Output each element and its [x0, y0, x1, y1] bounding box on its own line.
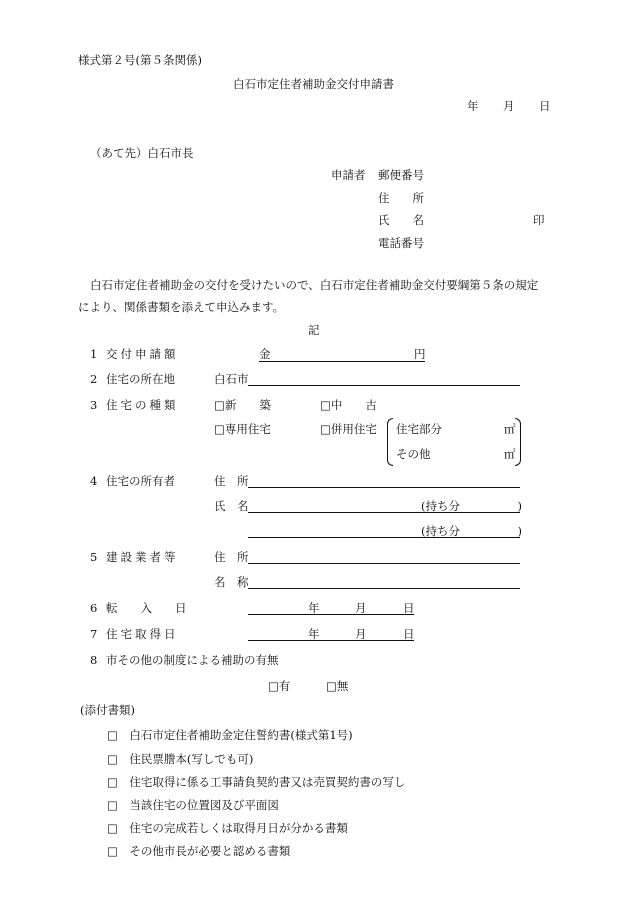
attachments-heading: (添付書類)	[80, 703, 135, 717]
attachment-item[interactable]: □ 住民票謄本(写しでも可)	[107, 752, 254, 766]
item8-no-checkbox[interactable]: □無	[326, 679, 349, 693]
attachment-item[interactable]: □ 住宅の完成若しくは取得月日が分かる書類	[107, 821, 348, 835]
item4-share2: (持ち分 )	[421, 524, 522, 538]
body-text-line2: により、関係書類を添えて申込みます。	[78, 300, 285, 314]
item3-number: 3	[90, 398, 98, 412]
item3-used-checkbox[interactable]: □中 古	[320, 398, 377, 412]
item5-label: 建設業者等	[106, 550, 179, 564]
item4-name-label: 氏 名	[214, 499, 249, 513]
item2-label: 住宅の所在地	[106, 372, 175, 386]
item4-label: 住宅の所有者	[106, 474, 175, 488]
item8-yes-checkbox[interactable]: □有	[268, 679, 291, 693]
item7-number: 7	[90, 627, 98, 641]
item4-number: 4	[90, 474, 98, 488]
attachment-item[interactable]: □ その他市長が必要と認める書類	[107, 844, 291, 858]
item3-new-checkbox[interactable]: □新 築	[214, 398, 271, 412]
item8-number: 8	[90, 653, 98, 667]
item2-prefix: 白石市	[214, 372, 249, 386]
item4-address-label: 住 所	[214, 474, 249, 488]
item6-date-field[interactable]	[248, 614, 414, 615]
item6-month: 月	[355, 601, 367, 615]
item1-prefix: 金	[259, 347, 271, 361]
phone-label: 電話番号	[378, 236, 424, 250]
date-year-label: 年	[467, 99, 479, 113]
page-title: 白石市定住者補助金交付申請書	[233, 77, 394, 91]
item1-suffix: 円	[414, 347, 426, 361]
item6-number: 6	[90, 601, 98, 615]
item2-number: 2	[90, 372, 98, 386]
item6-label: 転 入 日	[106, 601, 187, 615]
item3-label: 住宅の種類	[106, 398, 179, 412]
item6-day: 日	[403, 601, 415, 615]
item1-number: 1	[90, 347, 98, 361]
item8-label: 市その他の制度による補助の有無	[106, 653, 279, 667]
item5-address-label: 住 所	[214, 550, 249, 564]
item7-date-field[interactable]	[248, 640, 414, 641]
item4-address-field[interactable]	[248, 487, 520, 488]
item3-bracket-left	[387, 418, 393, 466]
item5-name-label: 名 称	[214, 575, 249, 589]
item3-housing-part-unit: ㎡	[504, 422, 516, 436]
body-text-line1: 白石市定住者補助金の交付を受けたいので、白石市定住者補助金交付要綱第５条の規定	[90, 278, 539, 292]
addressee: （あて先）白石市長	[90, 146, 194, 160]
item5-address-field[interactable]	[248, 563, 520, 564]
item3-dedicated-checkbox[interactable]: □専用住宅	[214, 422, 271, 436]
attachment-item[interactable]: □ 住宅取得に係る工事請負契約書又は売買契約書の写し	[107, 775, 406, 789]
ki-heading: 記	[308, 323, 320, 337]
item7-year: 年	[308, 627, 320, 641]
applicant-name-label: 氏 名	[378, 213, 424, 227]
postal-code-label: 郵便番号	[378, 168, 424, 182]
item4-share1: (持ち分 )	[421, 499, 522, 513]
attachment-item[interactable]: □ 当該住宅の位置図及び平面図	[107, 798, 279, 812]
item5-number: 5	[90, 550, 98, 564]
item3-other-part-unit: ㎡	[504, 447, 516, 461]
attachment-item[interactable]: □ 白石市定住者補助金定住誓約書(様式第1号)	[107, 728, 353, 742]
applicant-address-label: 住 所	[378, 191, 424, 205]
item5-name-field[interactable]	[248, 588, 520, 589]
item3-housing-part-label: 住宅部分	[396, 422, 442, 436]
seal-mark: 印	[533, 213, 545, 227]
item1-amount-field[interactable]	[259, 361, 425, 362]
item7-month: 月	[355, 627, 367, 641]
item1-label: 交付申請額	[106, 347, 179, 361]
item7-day: 日	[403, 627, 415, 641]
item3-other-part-label: その他	[396, 447, 431, 461]
item7-label: 住宅取得日	[106, 627, 179, 641]
date-month-label: 月	[503, 99, 515, 113]
form-number: 様式第２号(第５条関係)	[78, 53, 202, 67]
item6-year: 年	[308, 601, 320, 615]
item2-location-field[interactable]	[248, 385, 520, 386]
item3-combined-checkbox[interactable]: □併用住宅	[320, 422, 377, 436]
date-day-label: 日	[539, 99, 551, 113]
applicant-label: 申請者	[331, 168, 366, 182]
